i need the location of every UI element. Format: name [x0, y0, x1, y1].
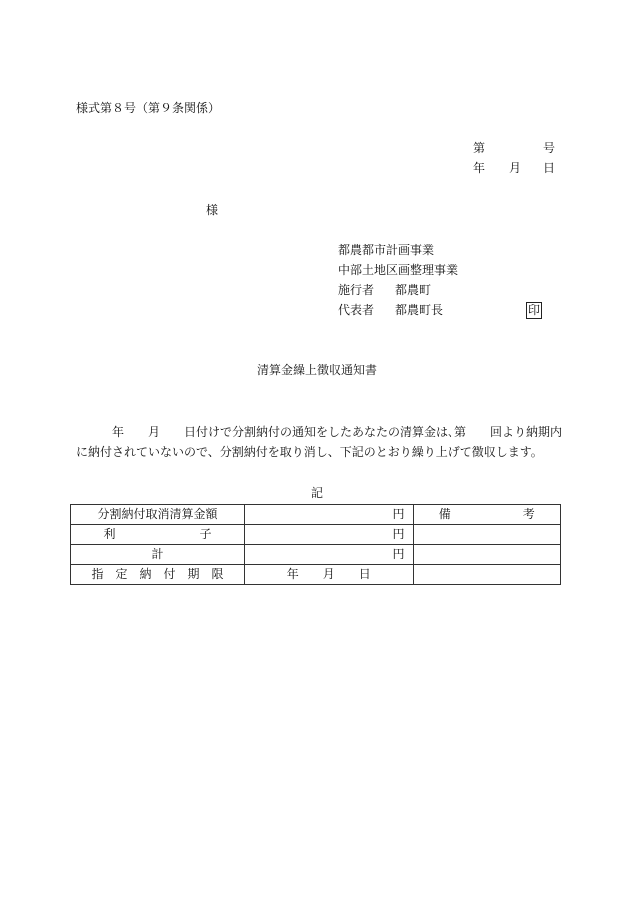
table-row: [71, 545, 561, 565]
notes-cell: [413, 525, 560, 545]
seal-mark: 印: [528, 303, 541, 317]
body-text-line-2: に納付されていないので、分割納付を取り消し、下記のとおり繰り上げて徴収します。: [76, 445, 543, 459]
interest-cell: [244, 525, 413, 545]
notes-cell: [413, 565, 560, 585]
document-number-suffix: 号: [543, 141, 556, 155]
table-row: [71, 565, 561, 585]
document-number-prefix: 第: [473, 141, 486, 155]
row-label-due-date: 指 定 納 付 期 限: [71, 565, 245, 585]
issuer-role-value: 都農町: [395, 283, 432, 297]
row-label-total: 計: [71, 545, 245, 565]
yen-unit: 円: [392, 527, 405, 541]
representative-label: 代表者: [338, 303, 375, 317]
issue-date-month: 月: [509, 161, 522, 175]
issuer-project-name: 都農都市計画事業: [338, 243, 435, 257]
total-cell: [244, 545, 413, 565]
yen-unit: 円: [392, 507, 405, 521]
row-label-cancelled-amount: 分割納付取消清算金額: [71, 505, 245, 525]
issuer-role-label: 施行者: [338, 283, 375, 297]
row-label-interest: 利 子: [71, 525, 245, 545]
form-number: 様式第８号（第９条関係）: [76, 101, 221, 115]
cancelled-amount-cell: [244, 505, 413, 525]
addressee-suffix: 様: [206, 203, 219, 217]
yen-unit: 円: [392, 547, 405, 561]
notes-cell: [413, 545, 560, 565]
issue-date-year: 年: [473, 161, 486, 175]
ki-label: 記: [311, 486, 324, 500]
representative-value: 都農町長: [395, 303, 444, 317]
notes-header: 備 考: [413, 505, 560, 525]
issue-date-day: 日: [543, 161, 556, 175]
table-row: [71, 505, 561, 525]
due-date-cell: 年 月 日: [244, 565, 413, 585]
collection-table: [70, 504, 561, 585]
table-row: [71, 525, 561, 545]
issuer-project-area: 中部土地区画整理事業: [338, 263, 459, 277]
body-text-line-1: 年 月 日付けで分割納付の通知をしたあなたの清算金は､第 回より納期内: [112, 425, 563, 439]
document-title: 清算金繰上徴収通知書: [257, 363, 378, 377]
